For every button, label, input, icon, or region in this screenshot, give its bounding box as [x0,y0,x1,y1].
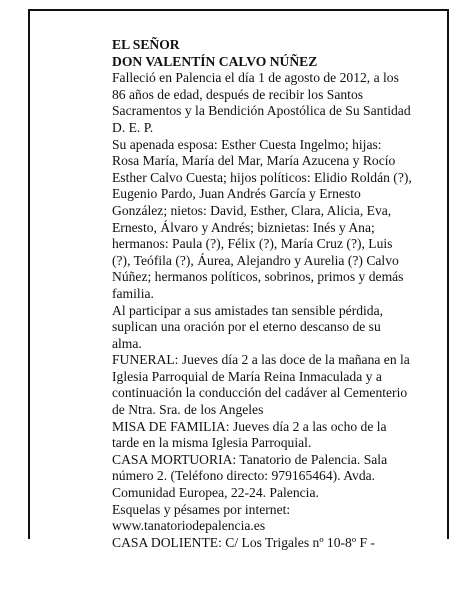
obituary-notice [112,37,412,551]
family-list: Su apenada esposa: Esther Cuesta Ingelmo; hijas: Rosa María, María del Mar, María Azucena y Rocío Esther Calvo Cuesta; hijos políticos: Elidio Roldán (?), Eugenio Pardo, Juan Andrés García y Ernesto González; nietos: David, Esther, Clara, Alicia, Eva, Ernesto, Álvaro y Andrés; biznietas: Inés y Ana; hermanos: Paula (?), Félix (?), María Cruz (?), Luis (?), Teófila (?), Áurea, Alejandro y Aurelia (?) Calvo Núñez; hermanos políticos, sobrinos, primos y demás familia. [112,136,412,301]
prayer-request: Al participar a sus amistades tan sensible pérdida, suplican una oración por el eterno descanso de su alma. [112,302,384,351]
family-mass-details: MISA DE FAMILIA: Jueves día 2 a las ocho de la tarde en la misma Iglesia Parroquial. [112,418,387,451]
death-announcement: Falleció en Palencia el día 1 de agosto de 2012, a los 86 años de edad, después de recibir los Santos Sacramentos y la Bendición Apostólica de Su Santidad D. E. P. [112,70,411,135]
online-condolences: Esquelas y pésames por internet: www.tanatoriodepalencia.es [112,501,291,534]
notice-title: EL SEÑOR [112,37,180,52]
frame-left-border [28,9,30,539]
funeral-details: FUNERAL: Jueves día 2 a las doce de la mañana en la Iglesia Parroquial de María Reina Inmaculada y a continuación la conducción del cadáver al Cementerio de Ntra. Sra. de los Angeles [112,352,410,418]
deceased-name: DON VALENTÍN CALVO NÚÑEZ [112,53,318,69]
funeral-home-details: CASA MORTUORIA: Tanatorio de Palencia. Sala número 2. (Teléfono directo: 979165464). Avda. Comunidad Europea, 22-24. Palencia. [112,451,388,501]
frame-right-border [447,9,449,539]
family-home-address: CASA DOLIENTE: C/ Los Trigales nº 10-8º F - [112,534,375,550]
frame-top-border [28,9,449,11]
